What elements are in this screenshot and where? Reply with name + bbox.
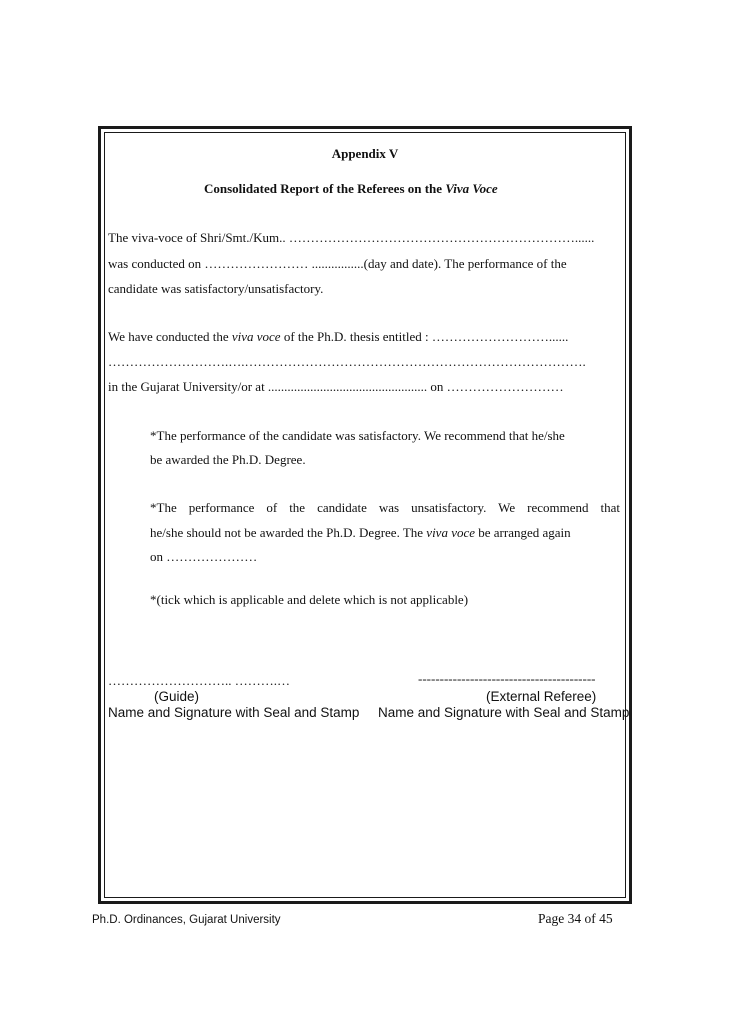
para2-line3: in the Gujarat University/or at ................................................. on ………………………: [108, 379, 564, 394]
referee-caption: Name and Signature with Seal and Stamp: [378, 705, 630, 720]
option1-line2: be awarded the Ph.D. Degree.: [150, 452, 306, 467]
para1-line3: candidate was satisfactory/unsatisfactory.: [108, 281, 324, 296]
option2-line3: on …………………: [150, 549, 258, 564]
para2-line1: [108, 329, 568, 345]
referee-signature-line: -----------------------------------------: [418, 671, 596, 686]
para2-line1-prefix: We have conducted the: [108, 329, 232, 344]
option2-line1: *The performance of the candidate was unsatisfactory. We recommend that: [150, 500, 620, 515]
option2-line2-suffix: be arranged again: [475, 525, 571, 540]
para2-line1-suffix: of the Ph.D. thesis entitled : ………………………......: [280, 329, 569, 344]
para2-line2: ……………………….….…………………………………………………………………….: [108, 354, 586, 369]
report-subtitle: [204, 181, 498, 197]
para1-line1: The viva-voce of Shri/Smt./Kum.. …………………………………………………………......: [108, 230, 595, 245]
subtitle-prefix: Consolidated Report of the Referees on the: [204, 181, 446, 196]
subtitle-italic: Viva Voce: [445, 181, 498, 196]
page-number: Page 34 of 45: [538, 911, 613, 926]
appendix-title: Appendix V: [331, 146, 399, 161]
option2-line2-prefix: he/she should not be awarded the Ph.D. Degree. The: [150, 525, 427, 540]
para1-line2: was conducted on …………………… ................(day and date). The performance of the: [108, 256, 567, 271]
guide-caption: Name and Signature with Seal and Stamp: [108, 705, 360, 720]
option2-line2: [150, 525, 571, 541]
para2-line1-italic: viva voce: [231, 329, 281, 344]
guide-role: (Guide): [154, 689, 200, 704]
referee-role: (External Referee): [486, 689, 597, 704]
applicability-note: *(tick which is applicable and delete which is not applicable): [150, 592, 469, 607]
option1-line1: *The performance of the candidate was satisfactory. We recommend that he/she: [150, 428, 565, 443]
option2-line2-italic: viva voce: [426, 525, 476, 540]
footer-left: Ph.D. Ordinances, Gujarat University: [92, 914, 281, 926]
guide-signature-line: ……………………….. ……….…: [108, 673, 290, 688]
